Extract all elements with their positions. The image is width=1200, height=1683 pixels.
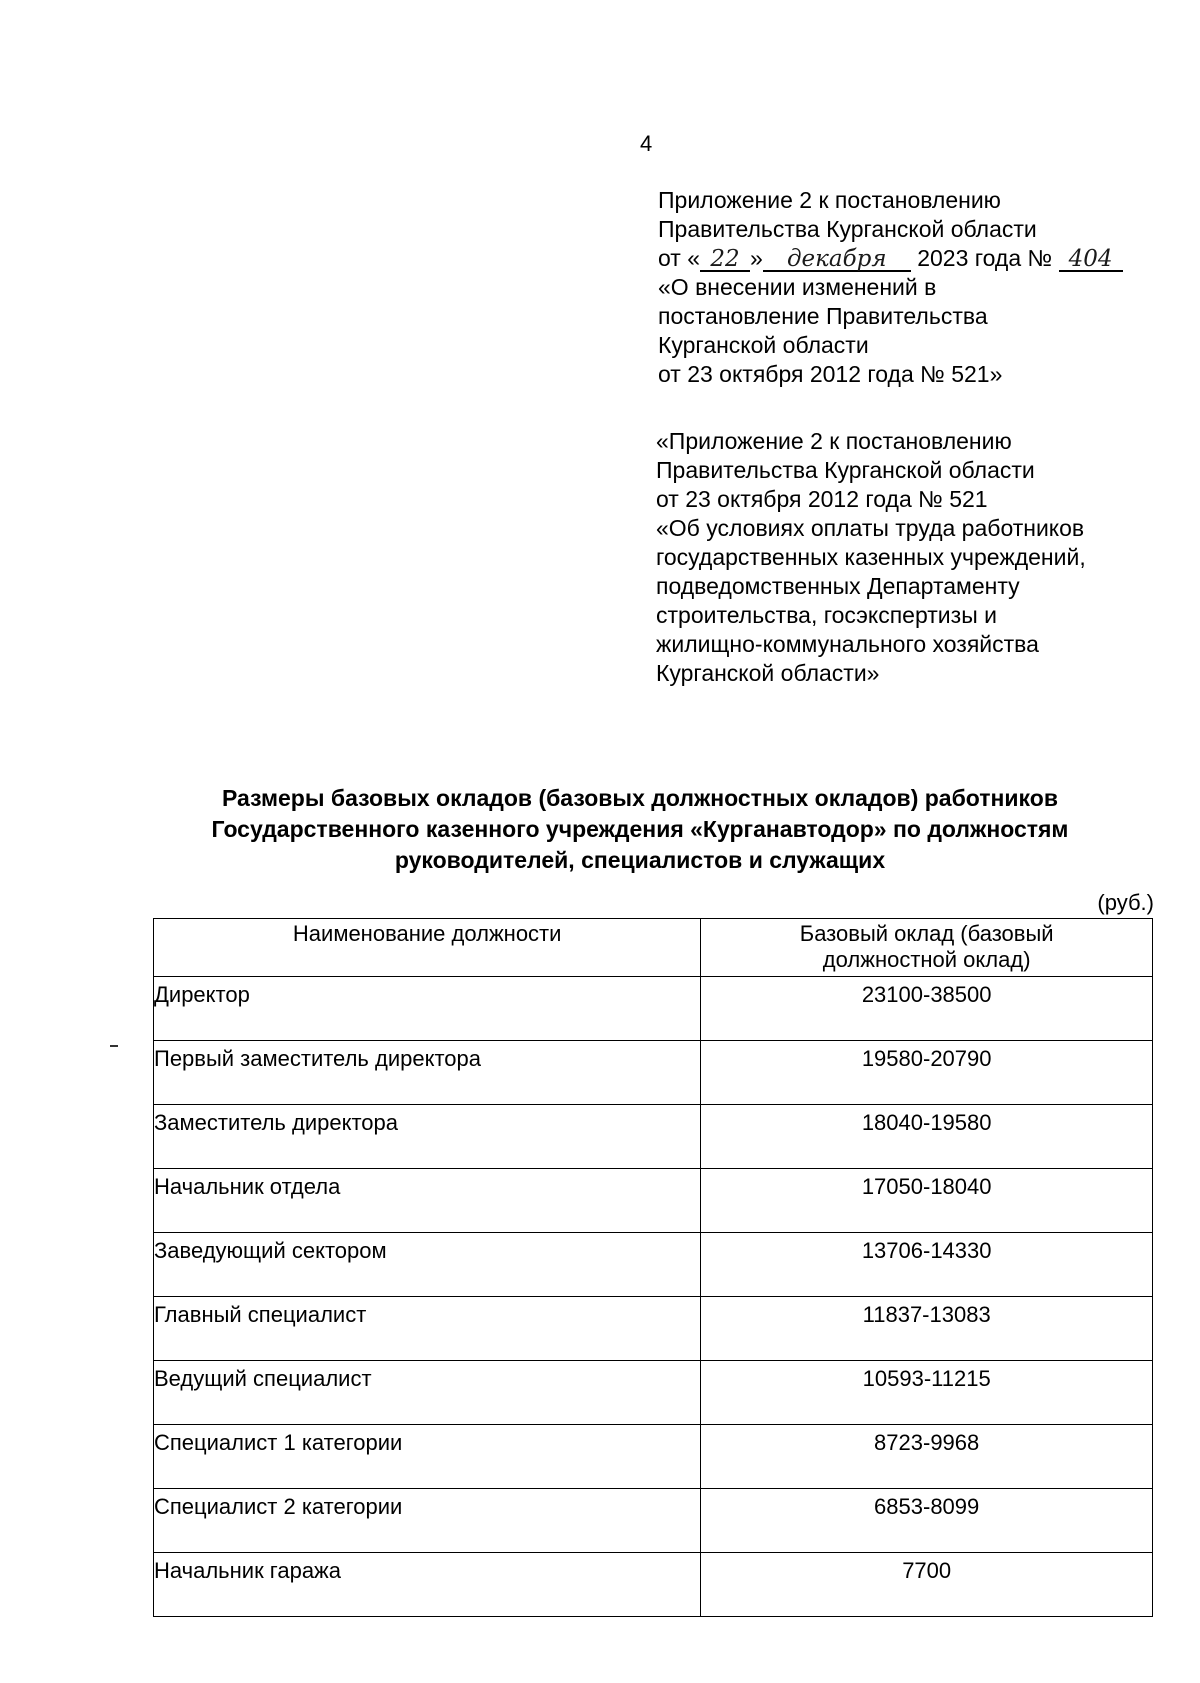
row-position: Главный специалист bbox=[154, 1297, 701, 1361]
appendix-quote-line4: «Об условиях оплаты труда работников bbox=[656, 515, 1085, 541]
title-line1: Размеры базовых окладов (базовых должностных окладов) работников bbox=[222, 785, 1058, 811]
row-position: Начальник гаража bbox=[154, 1553, 701, 1617]
row-salary: 17050-18040 bbox=[701, 1169, 1153, 1233]
table-row bbox=[154, 1425, 1153, 1489]
row-salary: 10593-11215 bbox=[701, 1361, 1153, 1425]
table-header-row bbox=[154, 919, 1153, 977]
row-position: Специалист 1 категории bbox=[154, 1425, 701, 1489]
doc-number-handwritten: 404 bbox=[1059, 248, 1123, 272]
table-row bbox=[154, 1233, 1153, 1297]
appendix-quote-line1: «Приложение 2 к постановлению bbox=[656, 428, 1012, 454]
salary-table bbox=[153, 918, 1153, 1617]
appendix-quote-line7: строительства, госэкспертизы и bbox=[656, 602, 997, 628]
header-salary-line2: должностной оклад) bbox=[822, 947, 1031, 972]
appendix-quote-line8: жилищно-коммунального хозяйства bbox=[656, 631, 1039, 657]
table-row bbox=[154, 977, 1153, 1041]
appendix-header-line4: «О внесении изменений в bbox=[658, 274, 937, 300]
row-position: Первый заместитель директора bbox=[154, 1041, 701, 1105]
page-number: 4 bbox=[640, 131, 653, 156]
table-row bbox=[154, 1297, 1153, 1361]
appendix-quote-line2: Правительства Курганской области bbox=[656, 457, 1035, 483]
appendix-quote bbox=[656, 427, 1086, 688]
row-salary: 7700 bbox=[701, 1553, 1153, 1617]
row-salary: 19580-20790 bbox=[701, 1041, 1153, 1105]
row-position: Начальник отдела bbox=[154, 1169, 701, 1233]
appendix-quote-line9: Курганской области» bbox=[656, 660, 880, 686]
row-salary: 23100-38500 bbox=[701, 977, 1153, 1041]
document-title bbox=[140, 783, 1140, 876]
appendix-quote-line6: подведомственных Департаменту bbox=[656, 573, 1020, 599]
table-row bbox=[154, 1553, 1153, 1617]
row-salary: 18040-19580 bbox=[701, 1105, 1153, 1169]
date-year-text: 2023 года № bbox=[917, 245, 1053, 271]
appendix-quote-line5: государственных казенных учреждений, bbox=[656, 544, 1086, 570]
header-position: Наименование должности bbox=[154, 919, 701, 977]
appendix-header-line1: Приложение 2 к постановлению bbox=[658, 187, 1001, 213]
row-position: Ведущий специалист bbox=[154, 1361, 701, 1425]
date-month-handwritten: декабря bbox=[763, 248, 911, 272]
row-salary: 8723-9968 bbox=[701, 1425, 1153, 1489]
table-row bbox=[154, 1041, 1153, 1105]
header-salary-line1: Базовый оклад (базовый bbox=[799, 921, 1054, 946]
row-position: Директор bbox=[154, 977, 701, 1041]
row-salary: 6853-8099 bbox=[701, 1489, 1153, 1553]
margin-mark bbox=[110, 1045, 118, 1047]
table-row bbox=[154, 1169, 1153, 1233]
date-prefix: от « bbox=[658, 245, 701, 271]
appendix-date-line bbox=[658, 244, 1123, 273]
appendix-header-line2: Правительства Курганской области bbox=[658, 216, 1037, 242]
table-row bbox=[154, 1361, 1153, 1425]
appendix-header bbox=[658, 186, 1123, 389]
row-salary: 11837-13083 bbox=[701, 1297, 1153, 1361]
table-row bbox=[154, 1105, 1153, 1169]
row-position: Заместитель директора bbox=[154, 1105, 701, 1169]
date-mid: » bbox=[750, 245, 763, 271]
row-salary: 13706-14330 bbox=[701, 1233, 1153, 1297]
title-line2: Государственного казенного учреждения «Курганавтодор» по должностям bbox=[211, 816, 1069, 842]
appendix-header-line6: Курганской области bbox=[658, 332, 869, 358]
appendix-header-line5: постановление Правительства bbox=[658, 303, 988, 329]
title-line3: руководителей, специалистов и служащих bbox=[394, 847, 886, 873]
appendix-quote-line3: от 23 октября 2012 года № 521 bbox=[656, 486, 988, 512]
appendix-header-line7: от 23 октября 2012 года № 521» bbox=[658, 361, 1003, 387]
row-position: Специалист 2 категории bbox=[154, 1489, 701, 1553]
table-row bbox=[154, 1489, 1153, 1553]
header-salary bbox=[701, 919, 1153, 977]
row-position: Заведующий сектором bbox=[154, 1233, 701, 1297]
currency-unit: (руб.) bbox=[1097, 890, 1154, 915]
date-day-handwritten: 22 bbox=[700, 248, 750, 272]
